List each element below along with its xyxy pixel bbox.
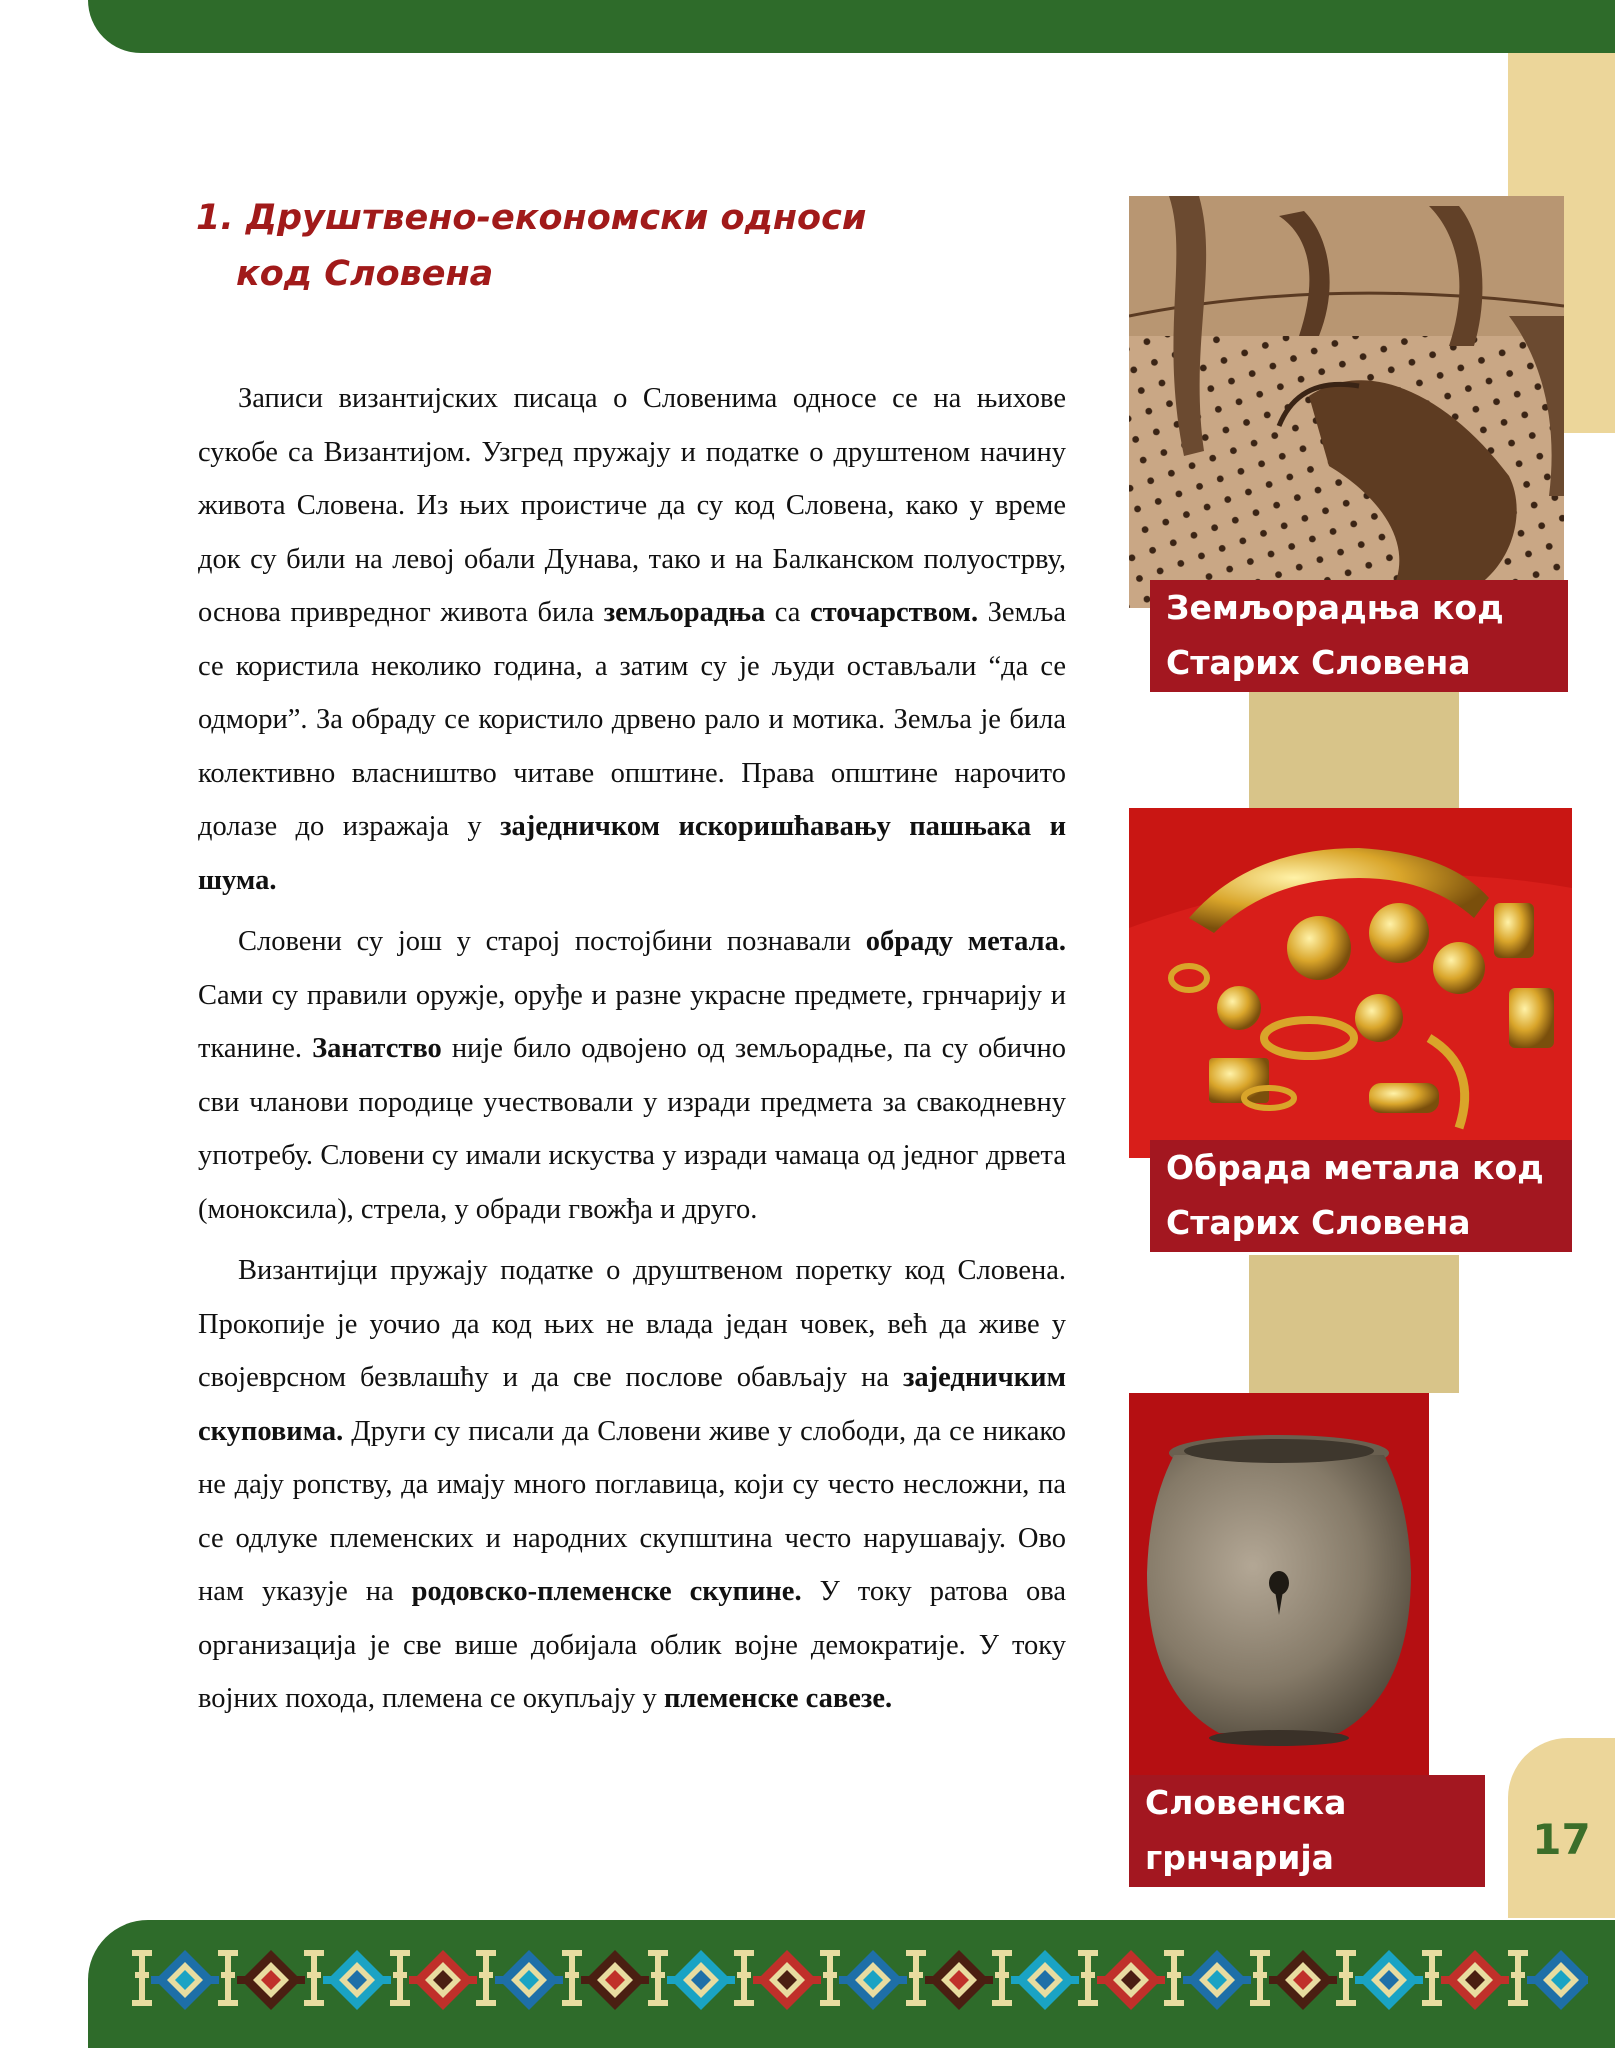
heading-line-1: 1. Друштвено-економски односи xyxy=(196,198,867,238)
caption-line: Земљорадња код xyxy=(1166,588,1504,627)
decorative-bar xyxy=(1249,1255,1459,1393)
bold-term: заједничким скуповима. xyxy=(198,1362,1066,1447)
page-number: 17 xyxy=(1532,1815,1591,1864)
text-run: Земља се користила неколико година, а затим су је људи остављали “да се одмори”. За обраду се користило дрвено рало и мотика. Земља је била колективно власништво читаве општине. Права општине нарочито долазе до изражаја у xyxy=(198,597,1066,842)
caption-line: Обрада метала код xyxy=(1166,1148,1544,1187)
bold-term: родовско-племенске скупине. xyxy=(411,1576,802,1607)
footer-ornament-band xyxy=(88,1920,1615,2048)
figure-caption xyxy=(1150,580,1568,692)
paragraph xyxy=(198,372,1066,907)
figure-caption xyxy=(1150,1140,1572,1252)
paragraph xyxy=(198,1244,1066,1726)
clay-pot-photo-icon xyxy=(1129,1393,1429,1783)
bold-term: Занатство xyxy=(312,1033,442,1064)
section-heading xyxy=(196,190,866,302)
ornament-pattern-icon xyxy=(128,1944,1588,2024)
decorative-bar xyxy=(1249,690,1459,808)
body-text xyxy=(198,372,1066,1734)
farming-illustration-icon xyxy=(1129,196,1564,608)
text-run: Записи византијских писаца о Словенима односе се на њихове сукобе са Византијом. Узгред пружају и податке о друштеном начину живота Словена. Из њих проистиче да су код Словена, како у време док су били на левој обали Дунава, тако и на Балканском полуострву, основа привредног живота била xyxy=(198,383,1066,628)
text-run: није било одвојено од земљорадње, па су обично сви чланови породице учествовали у изради предмета за свакодневну употребу. Словени су имали искуства у изради чамаца од једног дрвета (моноксила), стрела, у обради гвожђа и друго. xyxy=(198,1033,1066,1225)
paragraph xyxy=(198,915,1066,1236)
bold-term: племенске савезе. xyxy=(663,1683,893,1714)
text-run: У току ратова ова организација је све више добијала облик војне демократије. У току војних похода, племена се окупљају у xyxy=(198,1576,1067,1714)
metal-jewelry-photo-icon xyxy=(1129,808,1572,1158)
bold-term: заједничком искоришћавању пашњака и шума. xyxy=(198,811,1066,896)
caption-line: грнчарија xyxy=(1145,1838,1334,1877)
bold-term: обраду метала. xyxy=(865,926,1066,957)
caption-line: Старих Словена xyxy=(1166,643,1471,682)
text-run: са xyxy=(765,597,811,628)
bold-term: сточарством. xyxy=(810,597,979,628)
figure-caption xyxy=(1129,1775,1485,1887)
text-run: Други су писали да Словени живе у слободи, да се никако не дају ропству, да имају много поглавица, који су често несложни, па се одлуке племенских и народних скупштина често нарушавају. Ово нам указује на xyxy=(198,1415,1066,1607)
caption-line: Старих Словена xyxy=(1166,1203,1471,1242)
caption-line: Словенска xyxy=(1145,1783,1347,1822)
heading-line-2: код Словена xyxy=(236,254,494,294)
text-run: Сами су правили оружје, оруђе и разне украсне предмете, грнчарију и тканине. xyxy=(198,979,1066,1064)
top-banner xyxy=(88,0,1615,53)
text-run: Словени су још у старој постојбини познавали xyxy=(238,926,866,957)
bold-term: земљорадња xyxy=(603,597,766,628)
text-run: Византијци пружају податке о друштвеном поретку код Словена. Прокопије је уочио да код њих не влада један човек, већ да живе у својеврсном безвлашћу и да све послове обављају на xyxy=(198,1255,1066,1393)
